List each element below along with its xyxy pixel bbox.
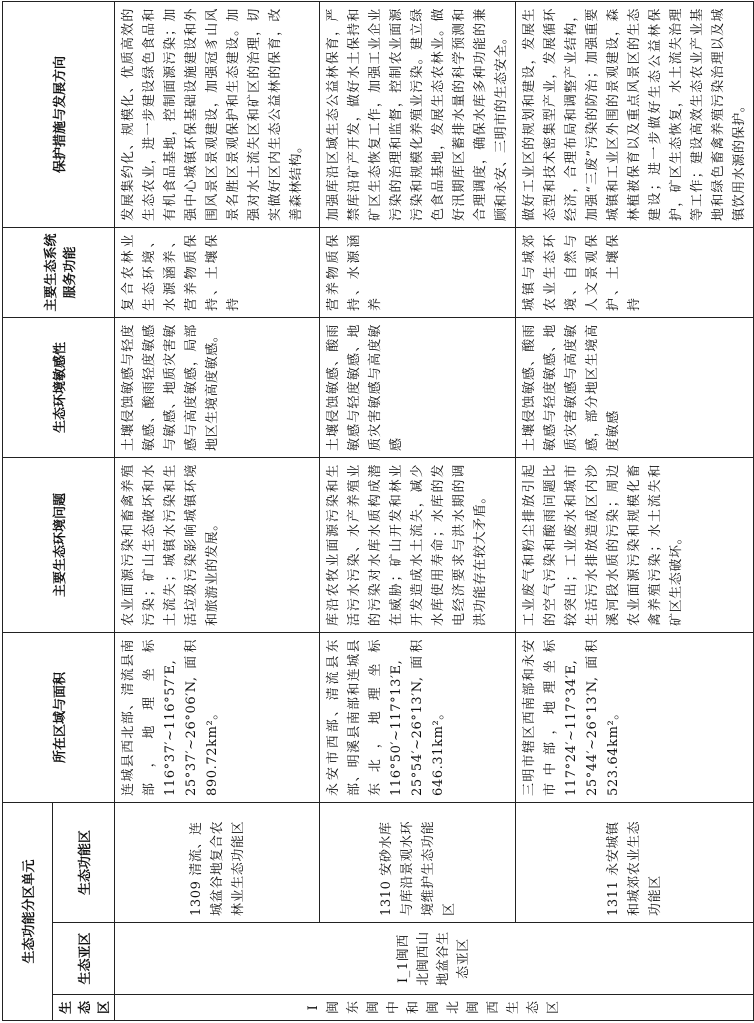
services-cell: 城镇与城郊农业生态环境、自然与人文景观保护、土壤保持 xyxy=(516,228,754,318)
table-row xyxy=(320,2,516,1021)
sensitivity-cell: 土壤侵蚀敏感与轻度敏感、酸雨轻度敏感与敏感、地质灾害敏感与高度敏感，局部地区生境高度敏感。 xyxy=(115,318,320,458)
header-unit: 生态功能分区单元 xyxy=(3,803,53,1021)
header-services: 主要生态系统服务功能 xyxy=(3,228,115,318)
problems-cell: 工业废气和粉尘排放引起的空气污染和酸雨问题比较突出；工业废水和城市生活污水排放造成区内沙溪河段水质的污染；周边农业面源污染和规模化畜禽养殖污染；水土流失和矿区生态破坏。 xyxy=(516,458,754,633)
table-row xyxy=(516,2,754,1021)
problems-cell: 库沿农牧业面源污染和生活污水污染、水产养殖业的污染对水库水质构成潜在威胁；矿山开发和林业开发造成水土流失，减少水库使用寿命；水库的发电经济要求与洪水期的调洪功能存在较大矛盾。 xyxy=(320,458,516,633)
header-measures: 保护措施与发展方向 xyxy=(3,2,115,228)
header-row-1 xyxy=(3,2,53,1021)
zone-name: 1311 永安城镇和城郊农业生态功能区 xyxy=(516,803,754,923)
eco-function-table xyxy=(2,1,754,1021)
header-location: 所在区域与面积 xyxy=(3,633,115,803)
problems-cell: 农业面源污染和畜禽养殖污染；矿山生态破坏和水土流失；城镇水污染和生活垃圾污染影响城镇环境和旅游业的发展。 xyxy=(115,458,320,633)
region-name: Ⅰ闽东闽中和闽北闽西生态区 xyxy=(115,995,754,1021)
measures-cell: 做好工业区的规划和建设，发展生态型和技术密集型产业，发展循环经济，合理布局和调整产业结构，加强“三废”污染的防治；加强重要城镇和工业区外围的景观建设，森林植被保育以及重点风景区的生态建设；进一步做好生态公益林保护，矿区生态恢复，水土流失治理等工作；建设高效生态农业产业基地和绿色畜禽养殖污染治理以及城镇饮用水源的保护。 xyxy=(516,2,754,228)
header-subregion: 生态亚区 xyxy=(53,923,115,995)
sensitivity-cell: 土壤侵蚀敏感、酸雨敏感与轻度敏感、地质灾害敏感与高度敏感 xyxy=(320,318,516,458)
header-region: 生态区 xyxy=(53,995,115,1021)
header-problems: 主要生态环境问题 xyxy=(3,458,115,633)
header-sensitivity: 生态环境敏感性 xyxy=(3,318,115,458)
subregion-name: Ⅰ_1闽西北闽西山地盆谷生态亚区 xyxy=(115,923,754,995)
measures-cell: 发展集约化、规模化、优质高效的生态农业，进一步建设绿色食品和有机食品基地，控制面源污染；加强中心城镇环保基础设施建设和外围风景区景观建设，加强冠豸山风景名胜区景观保护和生态建设。加强对水土流失区和矿区的治理，切实做好区内生态公益林的保育，改善森林结构。 xyxy=(115,2,320,228)
services-cell: 营养物质保持、水源涵养 xyxy=(320,228,516,318)
location-cell: 三明市辖区西南部和永安市中部，地理坐标 117°24′~117°34′E, 25°44′~26°13′N, 面积523.64km²。 xyxy=(516,633,754,803)
table-row xyxy=(115,2,320,1021)
location-cell: 连城县西北部、清流县南部，地理坐标 116°37′~116°57′E, 25°37′~26°06′N, 面积890.72km²。 xyxy=(115,633,320,803)
location-cell: 永安市西部、清流县东部、明溪县南部和连城县东北，地理坐标 116°50′~117°13′E, 25°54′~26°13′N, 面积646.31km²。 xyxy=(320,633,516,803)
header-zone: 生态功能区 xyxy=(53,803,115,923)
sensitivity-cell: 土壤侵蚀敏感、酸雨敏感与轻度敏感、地质灾害敏感与高度敏感，部分地区生境高度敏感 xyxy=(516,318,754,458)
zone-name: 1310 安砂水库与库沿景观水环境维护生态功能区 xyxy=(320,803,516,923)
zone-name: 1309 清流、连城盆谷地复合农林业生态功能区 xyxy=(115,803,320,923)
services-cell: 复合农林业生态环境、水源涵养、营养物质保持、土壤保持 xyxy=(115,228,320,318)
measures-cell: 加强库沿区域生态公益林保育，严禁库沿矿产开发，做好水土保持和矿区生态恢复工作，加强工业企业污染的治理和监督，控制农业面源污染和规模化养殖业污染。建立绿色食品基地，发展生态农林业。做好汛期库区蓄排水量的科学预测和合理调度，确保水库多种功能的兼顾和永安、三明市的生态安全。 xyxy=(320,2,516,228)
